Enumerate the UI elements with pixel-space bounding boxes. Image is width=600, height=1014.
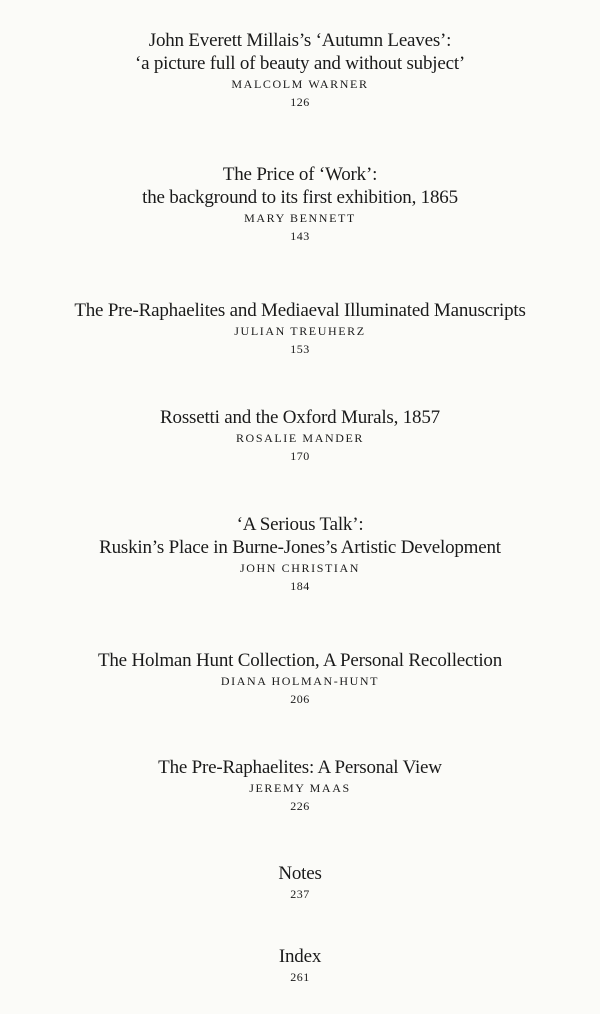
entry-title-line: The Pre-Raphaelites: A Personal View: [158, 757, 442, 778]
toc-entry: [0, 513, 600, 595]
entry-page-number: 153: [290, 342, 310, 356]
entry-title-line: The Holman Hunt Collection, A Personal Recollection: [97, 650, 503, 671]
toc-entry: [0, 756, 600, 815]
entry-title-line: the background to its first exhibition, 1865: [142, 187, 458, 208]
entry-title-line: The Pre-Raphaelites and Mediaeval Illuminated Manuscripts: [74, 300, 526, 321]
toc-entry: [0, 299, 600, 358]
entry-page-number: 226: [290, 799, 310, 813]
toc-entry: [0, 163, 600, 245]
entry-page-number: 237: [290, 887, 310, 901]
entry-title-line: ‘a picture full of beauty and without subject’: [134, 53, 466, 74]
toc-entry: [0, 406, 600, 465]
entry-page-number: 126: [290, 95, 310, 109]
entry-author: ROSALIE MANDER: [235, 431, 365, 445]
entry-title-line: The Price of ‘Work’:: [222, 164, 378, 185]
entry-title-line: Index: [278, 946, 322, 967]
entry-page-number: 184: [290, 579, 310, 593]
entry-page-number: 261: [290, 970, 310, 984]
entry-author: MALCOLM WARNER: [231, 77, 369, 91]
entry-title-line: John Everett Millais’s ‘Autumn Leaves’:: [148, 30, 452, 51]
toc-entry-notes: [0, 862, 600, 903]
entry-title-line: Notes: [278, 863, 322, 884]
entry-author: JOHN CHRISTIAN: [239, 561, 361, 575]
entry-title-line: Rossetti and the Oxford Murals, 1857: [160, 407, 440, 428]
entry-page-number: 206: [290, 692, 310, 706]
entry-page-number: 143: [290, 229, 310, 243]
entry-title-line: Ruskin’s Place in Burne-Jones’s Artistic Development: [99, 537, 501, 558]
entry-author: MARY BENNETT: [244, 211, 356, 225]
entry-page-number: 170: [290, 449, 310, 463]
toc-entry: [0, 649, 600, 708]
entry-title-line: ‘A Serious Talk’:: [236, 514, 364, 535]
entry-author: JULIAN TREUHERZ: [234, 324, 366, 338]
toc-entry: [0, 29, 600, 111]
entry-author: DIANA HOLMAN-HUNT: [220, 674, 380, 688]
toc-entry-index: [0, 945, 600, 986]
entry-author: JEREMY MAAS: [249, 781, 351, 795]
